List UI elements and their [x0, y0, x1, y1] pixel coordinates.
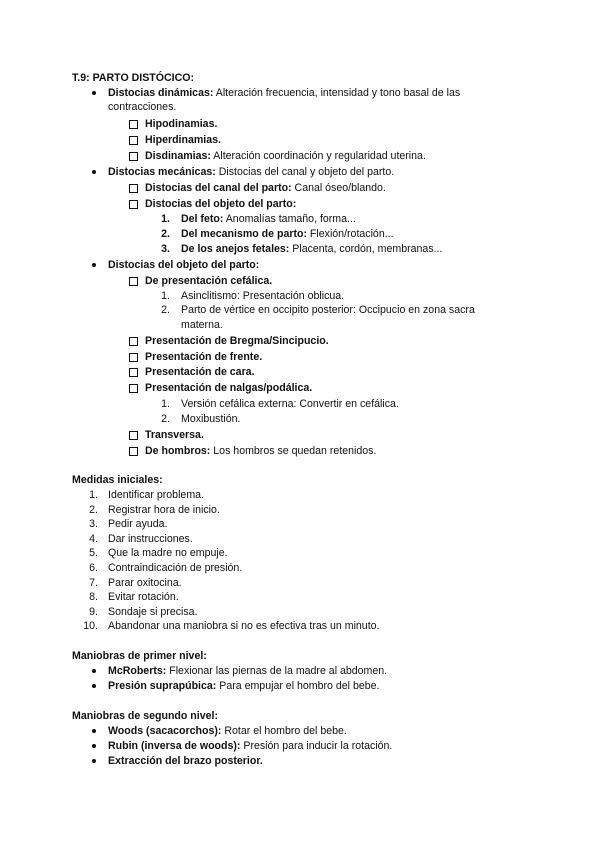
list-item [108, 664, 387, 678]
list-item: Parar oxitocina. [108, 577, 182, 589]
hiperdinamias-label: Hiperdinamias. [145, 134, 221, 146]
hombros-line [145, 444, 376, 458]
objeto-mecanicas-label: Distocias del objeto del parto: [145, 198, 297, 210]
list-item: Contraindicación de presión. [108, 562, 243, 574]
checkbox-icon[interactable] [129, 136, 138, 145]
suprapubica-text: Para empujar el hombro del bebe. [216, 680, 380, 692]
list-item [108, 724, 347, 738]
list-number: 2. [161, 304, 170, 316]
medidas-heading: Medidas iniciales: [72, 474, 163, 486]
dinamicas-text: Alteración frecuencia, intensidad y tono basal de las [213, 87, 461, 99]
hombros-text: Los hombros se quedan retenidos. [210, 445, 377, 457]
list-number: 2. [161, 413, 170, 425]
checkbox-icon[interactable] [129, 447, 138, 456]
rubin-label: Rubin (inversa de woods): [108, 740, 241, 752]
anejos-line [181, 242, 442, 256]
mecanicas-line [108, 165, 394, 179]
canal-line [145, 181, 386, 195]
list-number: 1. [161, 398, 170, 410]
feto-line [181, 212, 356, 226]
list-number: 3. [89, 518, 98, 530]
cefalica-label: De presentación cefálica. [145, 275, 273, 287]
list-number: 4. [89, 533, 98, 545]
feto-label: Del feto: [181, 213, 224, 225]
list-item: Evitar rotación. [108, 591, 179, 603]
list-number: 2. [89, 504, 98, 516]
checkbox-icon[interactable] [129, 353, 138, 362]
bullet-icon [92, 669, 96, 673]
list-item [108, 739, 392, 753]
checkbox-icon[interactable] [129, 152, 138, 161]
frente-label: Presentación de frente. [145, 351, 263, 363]
list-item: Que la madre no empuje. [108, 547, 228, 559]
disdinamias-label: Disdinamias: [145, 150, 211, 162]
nalgas-label: Presentación de nalgas/podálica. [145, 382, 313, 394]
list-item: Sondaje si precisa. [108, 606, 198, 618]
mecanicas-label: Distocias mecánicas: [108, 166, 216, 178]
list-number: 2. [161, 228, 170, 240]
vertice-text: Parto de vértice en occipito posterior: Occipucio en zona sacra [181, 304, 475, 316]
anejos-label: De los anejos fetales: [181, 243, 290, 255]
checkbox-icon[interactable] [129, 277, 138, 286]
version-text: Versión cefálica externa: Convertir en cefálica. [181, 398, 399, 410]
bullet-icon [92, 729, 96, 733]
checkbox-icon[interactable] [129, 120, 138, 129]
bullet-icon [92, 263, 96, 267]
mecanismo-text: Flexión/rotación... [306, 228, 394, 240]
dinamicas-line [108, 86, 460, 100]
checkbox-icon[interactable] [129, 184, 138, 193]
list-number: 5. [89, 547, 98, 559]
dinamicas-text-cont: contracciones. [108, 101, 177, 113]
bregma-label: Presentación de Bregma/Sincipucio. [145, 335, 329, 347]
list-number: 7. [89, 577, 98, 589]
list-item: Identificar problema. [108, 489, 204, 501]
hombros-label: De hombros: [145, 445, 211, 457]
anejos-text: Placenta, cordón, membranas... [289, 243, 443, 255]
canal-label: Distocias del canal del parto: [145, 182, 292, 194]
asinclitismo-text: Asinclitismo: Presentación oblicua. [181, 290, 345, 302]
list-item: Dar instrucciones. [108, 533, 193, 545]
bullet-icon [92, 744, 96, 748]
dinamicas-label: Distocias dinámicas: [108, 87, 214, 99]
canal-text: Canal óseo/blando. [291, 182, 386, 194]
bullet-icon [92, 759, 96, 763]
list-number: 9. [89, 606, 98, 618]
feto-text: Anomalías tamaño, forma... [223, 213, 356, 225]
bullet-icon [92, 91, 96, 95]
bullet-icon [92, 170, 96, 174]
vertice-text-cont: materna. [181, 319, 223, 331]
checkbox-icon[interactable] [129, 384, 138, 393]
transversa-label: Transversa. [145, 429, 204, 441]
woods-label: Woods (sacacorchos): [108, 725, 222, 737]
woods-text: Rotar el hombro del bebe. [221, 725, 347, 737]
list-number: 3. [161, 243, 170, 255]
list-item: Registrar hora de inicio. [108, 504, 220, 516]
disdinamias-text: Alteración coordinación y regularidad uterina. [210, 150, 426, 162]
list-number: 1. [161, 290, 170, 302]
mcroberts-label: McRoberts: [108, 665, 167, 677]
cara-label: Presentación de cara. [145, 366, 255, 378]
mecanismo-label: Del mecanismo de parto: [181, 228, 307, 240]
extraccion-label: Extracción del brazo posterior. [108, 755, 263, 767]
mcroberts-text: Flexionar las piernas de la madre al abdomen. [166, 665, 388, 677]
list-number: 6. [89, 562, 98, 574]
list-number: 10. [83, 620, 98, 632]
list-item: Pedir ayuda. [108, 518, 168, 530]
list-item [108, 679, 379, 693]
disdinamias-line [145, 149, 426, 163]
bullet-icon [92, 684, 96, 688]
primer-nivel-heading: Maniobras de primer nivel: [72, 650, 207, 662]
checkbox-icon[interactable] [129, 431, 138, 440]
list-number: 1. [161, 213, 170, 225]
checkbox-icon[interactable] [129, 368, 138, 377]
checkbox-icon[interactable] [129, 337, 138, 346]
segundo-nivel-heading: Maniobras de segundo nivel: [72, 710, 218, 722]
list-item [108, 754, 263, 768]
objeto-label: Distocias del objeto del parto: [108, 259, 260, 271]
mecanicas-text: Distocias del canal y objeto del parto. [215, 166, 395, 178]
page-title: T.9: PARTO DISTÓCICO: [72, 72, 195, 84]
rubin-text: Presión para inducir la rotación. [240, 740, 393, 752]
moxibustion-text: Moxibustión. [181, 413, 241, 425]
suprapubica-label: Presión suprapúbica: [108, 680, 217, 692]
list-number: 1. [89, 489, 98, 501]
list-number: 8. [89, 591, 98, 603]
checkbox-icon[interactable] [129, 200, 138, 209]
list-item: Abandonar una maniobra si no es efectiva tras un minuto. [108, 620, 380, 632]
hipodinamias-label: Hipodinamias. [145, 118, 218, 130]
mecanismo-line [181, 227, 394, 241]
